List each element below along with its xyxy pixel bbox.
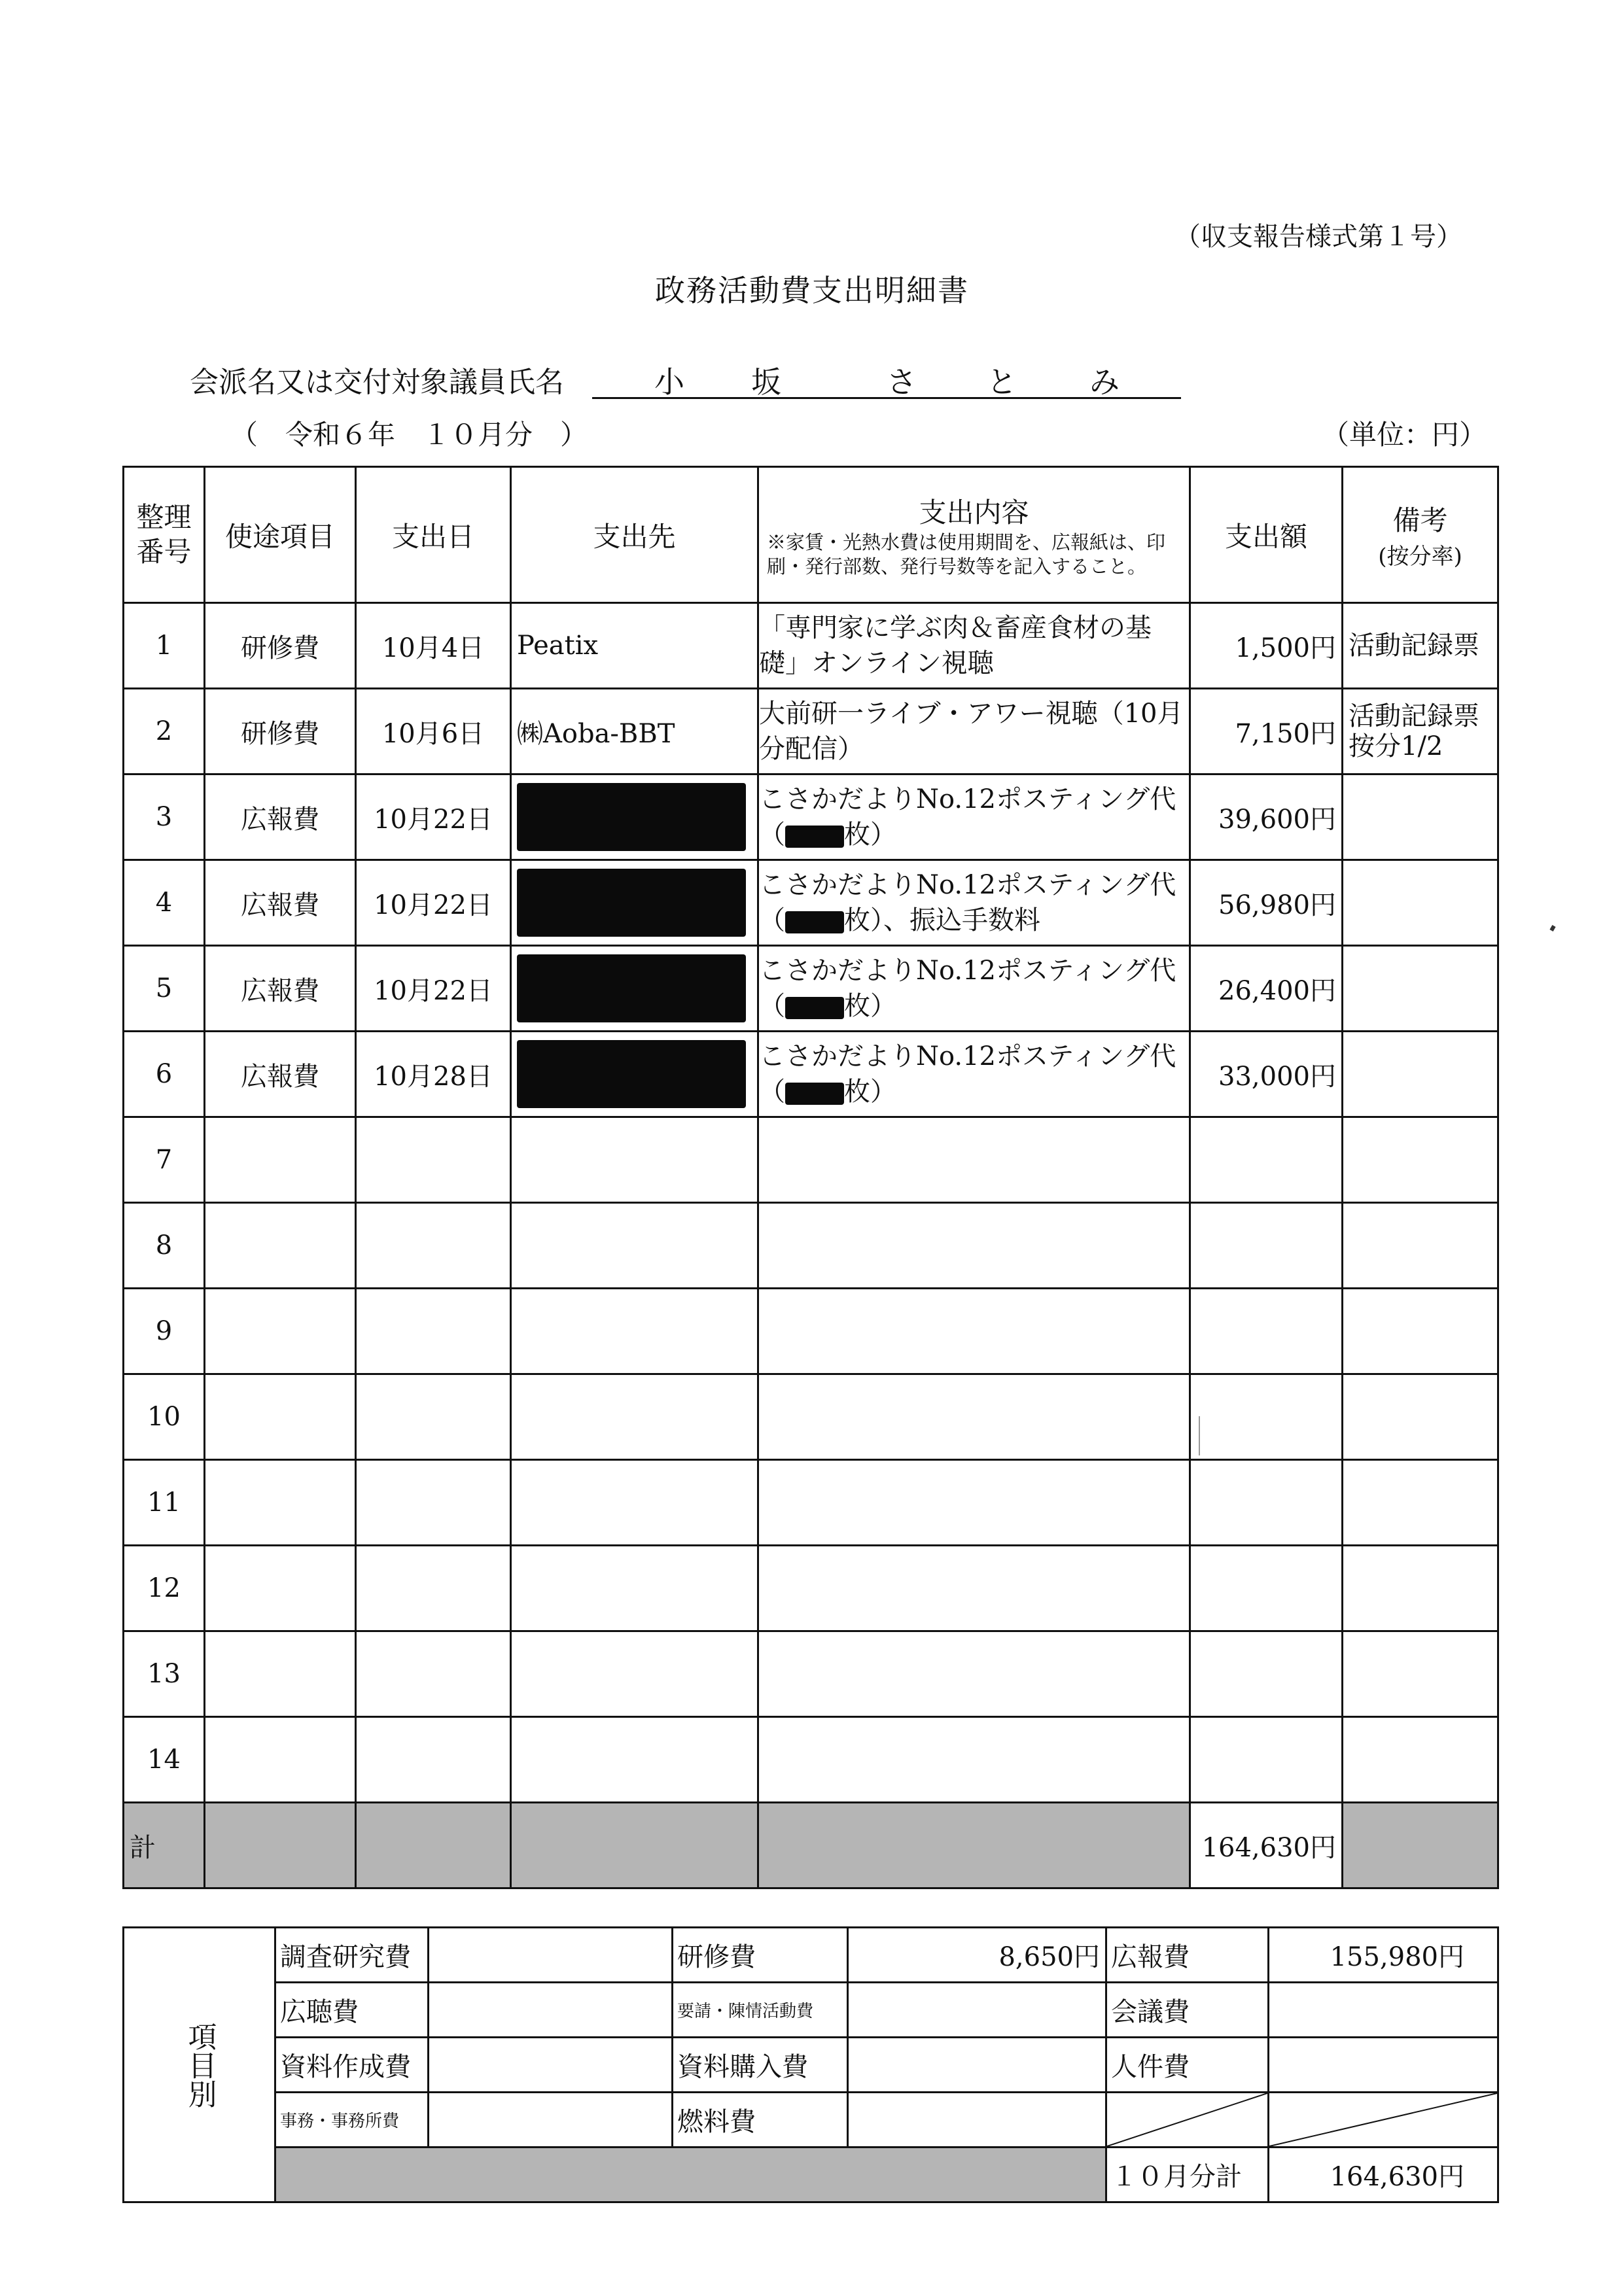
row-payee bbox=[511, 1631, 758, 1717]
row-category bbox=[205, 1117, 356, 1203]
row-remarks bbox=[1343, 1460, 1498, 1546]
summary-cat: 燃料費 bbox=[673, 2093, 848, 2148]
row-payee bbox=[511, 946, 758, 1032]
expense-detail-table bbox=[122, 466, 1499, 1889]
row-no: 14 bbox=[124, 1717, 205, 1803]
row-amount: 33,000円 bbox=[1190, 1032, 1343, 1117]
row-content-suffix: 枚） bbox=[844, 991, 896, 1021]
row-amount: 56,980円 bbox=[1190, 860, 1343, 946]
row-category bbox=[205, 1546, 356, 1631]
row-content-text: こさかだよりNo.12ポスティング代 bbox=[759, 784, 1176, 814]
summary-total-label: １０月分計 bbox=[1106, 2148, 1269, 2202]
summary-cat: 要請・陳情活動費 bbox=[673, 1983, 848, 2038]
header-no: 整理番号 bbox=[124, 467, 205, 603]
summary-val bbox=[429, 2038, 673, 2093]
row-no: 9 bbox=[124, 1289, 205, 1374]
table-row bbox=[124, 1374, 1498, 1460]
row-content-paren: （ bbox=[759, 991, 785, 1021]
row-date: 10月22日 bbox=[356, 860, 511, 946]
row-content-suffix: 枚） bbox=[844, 820, 896, 850]
summary-val bbox=[429, 1983, 673, 2038]
row-no: 12 bbox=[124, 1546, 205, 1631]
row-no: 13 bbox=[124, 1631, 205, 1717]
summary-val: 155,980円 bbox=[1269, 1928, 1498, 1983]
total-blank bbox=[511, 1803, 758, 1888]
table-row bbox=[124, 1032, 1498, 1117]
summary-cat: 調査研究費 bbox=[275, 1928, 429, 1983]
redaction-block bbox=[785, 911, 844, 933]
row-content-paren: （ bbox=[759, 905, 785, 935]
scan-mark bbox=[1199, 1416, 1202, 1455]
redaction-block bbox=[517, 783, 746, 851]
row-no: 5 bbox=[124, 946, 205, 1032]
row-payee: ㈱Aoba-BBT bbox=[511, 689, 758, 774]
row-no: 11 bbox=[124, 1460, 205, 1546]
summary-cat: 人件費 bbox=[1106, 2038, 1269, 2093]
row-no: 2 bbox=[124, 689, 205, 774]
row-date: 10月4日 bbox=[356, 603, 511, 689]
table-row bbox=[124, 774, 1498, 860]
total-row bbox=[124, 1803, 1498, 1888]
row-date bbox=[356, 1289, 511, 1374]
total-label: 計 bbox=[124, 1803, 205, 1888]
redaction-block bbox=[517, 1040, 746, 1108]
table-row bbox=[124, 1546, 1498, 1631]
row-category: 広報費 bbox=[205, 946, 356, 1032]
row-date: 10月22日 bbox=[356, 774, 511, 860]
row-amount bbox=[1190, 1631, 1343, 1717]
name-char: 小 bbox=[654, 364, 684, 400]
row-remarks: 活動記録票 bbox=[1343, 603, 1498, 689]
row-amount bbox=[1190, 1374, 1343, 1460]
row-content-text: こさかだよりNo.12ポスティング代 bbox=[759, 1041, 1176, 1071]
row-date: 10月22日 bbox=[356, 946, 511, 1032]
header-content-note: ※家賃・光熱水費は使用期間を、広報紙は、印刷・発行部数、発行号数等を記入すること。 bbox=[767, 531, 1166, 578]
row-remarks: 活動記録票 按分1/2 bbox=[1343, 689, 1498, 774]
name-char: み bbox=[1089, 364, 1120, 400]
row-payee bbox=[511, 1032, 758, 1117]
header-payee: 支出先 bbox=[511, 467, 758, 603]
row-content-text: 「専門家に学ぶ肉＆畜産食材の基礎」オンライン視聴 bbox=[759, 613, 1152, 678]
row-category: 研修費 bbox=[205, 689, 356, 774]
scan-speck bbox=[1549, 925, 1555, 931]
row-date bbox=[356, 1374, 511, 1460]
row-date bbox=[356, 1631, 511, 1717]
row-payee bbox=[511, 1546, 758, 1631]
header-remarks-sub: (按分率) bbox=[1378, 544, 1462, 570]
summary-cat: 事務・事務所費 bbox=[275, 2093, 429, 2148]
redaction-block bbox=[785, 997, 844, 1019]
header-content bbox=[758, 467, 1190, 603]
name-char: さ bbox=[887, 364, 917, 400]
name-char: 坂 bbox=[751, 364, 781, 400]
total-blank bbox=[758, 1803, 1190, 1888]
name-char: と bbox=[987, 364, 1017, 400]
row-date bbox=[356, 1546, 511, 1631]
row-remarks bbox=[1343, 1631, 1498, 1717]
summary-total-value: 164,630円 bbox=[1269, 2148, 1498, 2202]
row-amount bbox=[1190, 1289, 1343, 1374]
summary-cat: 資料作成費 bbox=[275, 2038, 429, 2093]
row-remarks bbox=[1343, 1374, 1498, 1460]
row-remarks bbox=[1343, 774, 1498, 860]
redaction-block bbox=[517, 954, 746, 1022]
summary-val bbox=[848, 2038, 1106, 2093]
summary-val bbox=[1269, 1983, 1498, 2038]
row-payee bbox=[511, 1203, 758, 1289]
summary-cat: 研修費 bbox=[673, 1928, 848, 1983]
row-payee bbox=[511, 1374, 758, 1460]
summary-cat: 資料購入費 bbox=[673, 2038, 848, 2093]
row-date: 10月6日 bbox=[356, 689, 511, 774]
period: （ 令和６年 １０月分 ） bbox=[230, 419, 588, 451]
summary-cat: 会議費 bbox=[1106, 1983, 1269, 2038]
row-payee bbox=[511, 1289, 758, 1374]
header-row bbox=[124, 467, 1498, 603]
header-remarks bbox=[1343, 467, 1498, 603]
row-remarks bbox=[1343, 1117, 1498, 1203]
row-content bbox=[758, 860, 1190, 946]
redaction-block bbox=[785, 1083, 844, 1105]
row-content-paren: （ bbox=[759, 1077, 785, 1107]
row-content bbox=[758, 774, 1190, 860]
row-category: 広報費 bbox=[205, 860, 356, 946]
row-content bbox=[758, 689, 1190, 774]
table-row bbox=[124, 946, 1498, 1032]
name-label: 会派名又は交付対象議員氏名 bbox=[190, 366, 564, 399]
row-payee bbox=[511, 1460, 758, 1546]
row-no: 1 bbox=[124, 603, 205, 689]
table-row bbox=[124, 1631, 1498, 1717]
row-no: 3 bbox=[124, 774, 205, 860]
row-date: 10月28日 bbox=[356, 1032, 511, 1117]
row-no: 10 bbox=[124, 1374, 205, 1460]
table-row bbox=[124, 603, 1498, 689]
row-date bbox=[356, 1203, 511, 1289]
row-category bbox=[205, 1203, 356, 1289]
table-row bbox=[124, 1717, 1498, 1803]
row-content bbox=[758, 1631, 1190, 1717]
row-date bbox=[356, 1117, 511, 1203]
summary-side-label bbox=[124, 1928, 275, 2202]
diagonal-slash bbox=[1107, 2093, 1267, 2146]
row-payee bbox=[511, 860, 758, 946]
row-no: 7 bbox=[124, 1117, 205, 1203]
summary-side-label-text: 項目別 bbox=[183, 2021, 217, 2108]
row-category: 研修費 bbox=[205, 603, 356, 689]
row-category: 広報費 bbox=[205, 774, 356, 860]
summary-diagonal-cell bbox=[1106, 2093, 1269, 2148]
row-remarks bbox=[1343, 1289, 1498, 1374]
header-amount: 支出額 bbox=[1190, 467, 1343, 603]
row-content bbox=[758, 1717, 1190, 1803]
summary-cat: 広報費 bbox=[1106, 1928, 1269, 1983]
table-row bbox=[124, 1460, 1498, 1546]
header-content-main: 支出内容 bbox=[919, 496, 1029, 529]
row-amount bbox=[1190, 1460, 1343, 1546]
row-no: 4 bbox=[124, 860, 205, 946]
header-category: 使途項目 bbox=[205, 467, 356, 603]
row-remarks bbox=[1343, 946, 1498, 1032]
row-content bbox=[758, 1374, 1190, 1460]
diagonal-slash bbox=[1269, 2093, 1497, 2146]
category-summary-table bbox=[122, 1926, 1499, 2203]
row-content-suffix: 枚）、振込手数料 bbox=[844, 905, 1040, 935]
unit: （単位：円） bbox=[1322, 419, 1487, 451]
row-category bbox=[205, 1289, 356, 1374]
row-content bbox=[758, 1289, 1190, 1374]
row-remarks bbox=[1343, 1032, 1498, 1117]
row-remarks bbox=[1343, 1203, 1498, 1289]
row-payee bbox=[511, 1117, 758, 1203]
row-no: 6 bbox=[124, 1032, 205, 1117]
header-remarks-main: 備考 bbox=[1392, 504, 1448, 536]
row-payee bbox=[511, 1717, 758, 1803]
row-content bbox=[758, 1203, 1190, 1289]
row-amount: 1,500円 bbox=[1190, 603, 1343, 689]
summary-val bbox=[429, 2093, 673, 2148]
redaction-block bbox=[785, 826, 844, 848]
summary-cat: 広聴費 bbox=[275, 1983, 429, 2038]
row-amount bbox=[1190, 1203, 1343, 1289]
row-content-text: こさかだよりNo.12ポスティング代 bbox=[759, 870, 1176, 900]
row-content bbox=[758, 1460, 1190, 1546]
table-row bbox=[124, 860, 1498, 946]
document-title: 政務活動費支出明細書 bbox=[655, 273, 969, 308]
table-row bbox=[124, 1117, 1498, 1203]
summary-val bbox=[848, 1983, 1106, 2038]
row-payee bbox=[511, 774, 758, 860]
row-remarks bbox=[1343, 1717, 1498, 1803]
summary-gray-band bbox=[275, 2148, 1106, 2202]
row-content bbox=[758, 1117, 1190, 1203]
row-category bbox=[205, 1460, 356, 1546]
row-amount: 7,150円 bbox=[1190, 689, 1343, 774]
header-date: 支出日 bbox=[356, 467, 511, 603]
summary-diagonal-cell bbox=[1269, 2093, 1498, 2148]
total-blank bbox=[1343, 1803, 1498, 1888]
row-category bbox=[205, 1374, 356, 1460]
row-content bbox=[758, 1032, 1190, 1117]
total-amount: 164,630円 bbox=[1190, 1803, 1343, 1888]
row-category bbox=[205, 1631, 356, 1717]
row-amount: 39,600円 bbox=[1190, 774, 1343, 860]
row-amount bbox=[1190, 1117, 1343, 1203]
row-category: 広報費 bbox=[205, 1032, 356, 1117]
summary-val bbox=[848, 2093, 1106, 2148]
row-date bbox=[356, 1460, 511, 1546]
row-category bbox=[205, 1717, 356, 1803]
form-number: （収支報告様式第１号） bbox=[1174, 222, 1462, 252]
summary-val bbox=[1269, 2038, 1498, 2093]
row-content-paren: （ bbox=[759, 820, 785, 850]
row-content bbox=[758, 603, 1190, 689]
redaction-block bbox=[517, 869, 746, 937]
row-amount bbox=[1190, 1717, 1343, 1803]
row-remarks bbox=[1343, 860, 1498, 946]
row-payee: Peatix bbox=[511, 603, 758, 689]
row-amount bbox=[1190, 1546, 1343, 1631]
row-remarks bbox=[1343, 1546, 1498, 1631]
row-date bbox=[356, 1717, 511, 1803]
total-blank bbox=[356, 1803, 511, 1888]
row-content bbox=[758, 946, 1190, 1032]
row-content bbox=[758, 1546, 1190, 1631]
summary-val bbox=[429, 1928, 673, 1983]
row-content-text: こさかだよりNo.12ポスティング代 bbox=[759, 956, 1176, 986]
row-amount: 26,400円 bbox=[1190, 946, 1343, 1032]
total-blank bbox=[205, 1803, 356, 1888]
table-row bbox=[124, 689, 1498, 774]
row-no: 8 bbox=[124, 1203, 205, 1289]
table-row bbox=[124, 1203, 1498, 1289]
row-content-text: 大前研一ライブ・アワー視聴（10月分配信） bbox=[759, 699, 1184, 764]
row-content-suffix: 枚） bbox=[844, 1077, 896, 1107]
table-row bbox=[124, 1289, 1498, 1374]
summary-val: 8,650円 bbox=[848, 1928, 1106, 1983]
